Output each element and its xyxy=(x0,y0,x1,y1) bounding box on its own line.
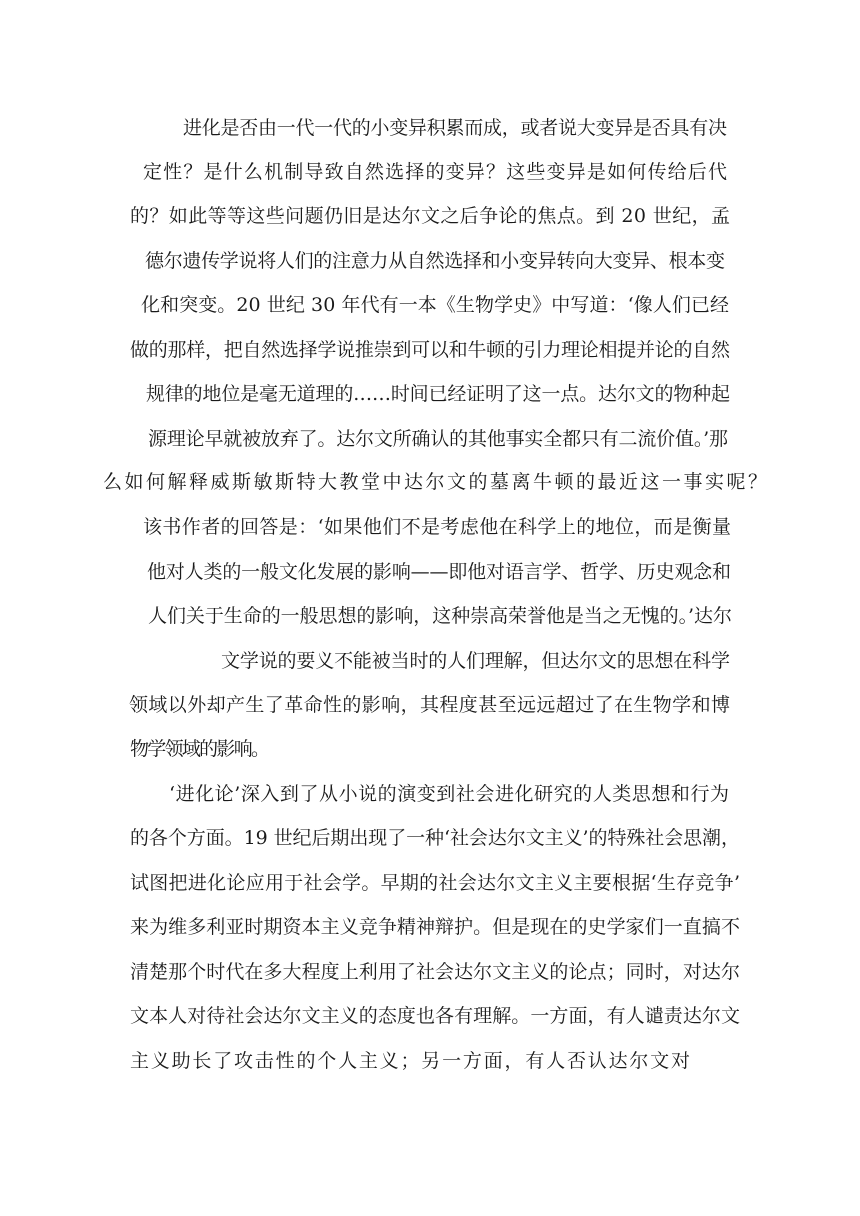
p1-line-5: 化和突变。20 世纪 30 年代有一本《生物学史》中写道：‘像人们已经 xyxy=(141,294,730,316)
p2-line-2: 的各个方面。19 世纪后期出现了一种‘社会达尔文主义’的特殊社会思潮， xyxy=(130,827,740,849)
p1-line-7: 规律的地位是毫无道理的……时间已经证明了这一点。达尔文的物种起 xyxy=(146,383,730,405)
p1-line-6: 做的那样，把自然选择学说推崇到可以和牛顿的引力理论相提并论的自然 xyxy=(130,339,730,361)
p1-line-10: 该书作者的回答是：‘如果他们不是考虑他在科学上的地位，而是衡量 xyxy=(143,516,732,538)
p1-line-4: 德尔遗传学说将人们的注意力从自然选择和小变异转向大变异、根本变 xyxy=(145,250,725,272)
p1-line-9: 么如何解释威斯敏斯特大教堂中达尔文的墓离牛顿的最近这一事实呢？ xyxy=(103,471,770,493)
p1-line-14: 领域以外却产生了革命性的影响，其程度甚至远远超过了在生物学和博 xyxy=(129,694,731,716)
p2-line-1: ‘进化论’深入到了从小说的演变到社会进化研究的人类思想和行为 xyxy=(169,783,730,805)
p2-line-7: 主义助长了攻击性的个人主义；另一方面，有人否认达尔文对 xyxy=(130,1050,692,1072)
p1-line-2: 定性？是什么机制导致自然选择的变异？这些变异是如何传给后代 xyxy=(143,161,729,183)
p1-line-15: 物学领域的影响。 xyxy=(130,738,269,760)
p1-line-13: 文学说的要义不能被当时的人们理解，但达尔文的思想在科学 xyxy=(221,650,730,672)
p1-line-1: 进化是否由一代一代的小变异积累而成，或者说大变异是否具有决 xyxy=(183,117,727,139)
p1-line-3: 的？如此等等这些问题仍旧是达尔文之后争论的焦点。到 20 世纪，孟 xyxy=(130,205,731,227)
p1-line-11: 他对人类的一般文化发展的影响——即他对语言学、哲学、历史观念和 xyxy=(147,561,731,583)
p2-line-3: 试图把进化论应用于社会学。早期的社会达尔文主义主要根据‘生存竞争’ xyxy=(130,872,741,894)
p2-line-4: 来为维多利亚时期资本主义竞争精神辩护。但是现在的史学家们一直搞不 xyxy=(130,916,741,938)
p1-line-12: 人们关于生命的一般思想的影响，这种崇高荣誉他是当之无愧的。’达尔 xyxy=(148,605,732,627)
p2-line-6: 文本人对待社会达尔文主义的态度也各有理解。一方面，有人谴责达尔文 xyxy=(130,1005,741,1027)
p2-line-5: 清楚那个时代在多大程度上利用了社会达尔文主义的论点；同时，对达尔 xyxy=(130,961,741,983)
p1-line-8: 源理论早就被放弃了。达尔文所确认的其他事实全都只有二流价值。’那 xyxy=(148,428,728,450)
